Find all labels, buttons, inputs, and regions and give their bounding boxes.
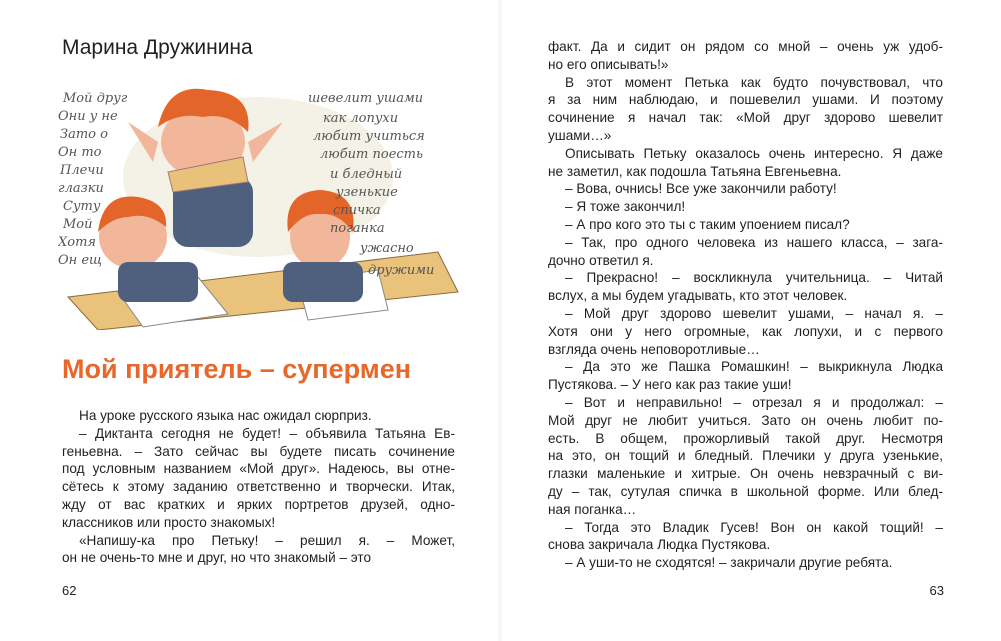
text-line: – Я тоже закончил! [565, 199, 686, 215]
handwriting-text: Они у не [58, 109, 118, 124]
text-line: сётесь к этому заданию ответственно и творчески. Итак, [62, 479, 455, 495]
paragraph [548, 74, 943, 145]
handwriting-text: как лопухи [323, 111, 399, 126]
handwriting-text: Зато о [60, 127, 108, 142]
text-line: классников или просто знакомых! [62, 514, 276, 530]
handwriting-text: Он ещ [58, 253, 103, 268]
text-line: «Напишу-ка про Петьку! – решил я. – Может, [79, 532, 455, 548]
paragraph [548, 145, 943, 181]
paragraph [548, 38, 943, 74]
paragraph [62, 407, 455, 425]
text-line: глазки маленькие и хитрые. Он очень невзрачный с ви- [548, 466, 943, 482]
handwriting-text: шевелит ушами [308, 91, 424, 106]
text-line: не заметил, как подошла Татьяна Евгеньевна. [548, 163, 842, 179]
page-number-right: 63 [929, 583, 944, 598]
handwriting-text: Он то [58, 145, 102, 160]
text-line: сочинение я начал так: «Мой друг здорово шевелит [548, 110, 943, 126]
text-line: я за ним наблюдаю, и пошевелил ушами. И поэтому [548, 92, 943, 108]
text-line: – Тогда это Владик Гусев! Вон он какой тощий! – [565, 519, 943, 535]
paragraph [548, 269, 943, 305]
text-line: На уроке русского языка нас ожидал сюрприз. [79, 408, 372, 423]
text-line: – А уши-то не сходятся! – закричали другие ребята. [565, 555, 893, 571]
author-name: Марина Дружинина [62, 36, 253, 59]
text-line: – Так, про одного человека из нашего класса, – зага- [565, 234, 943, 250]
text-line: Хотя они у него огромные, как лопухи, и с первого [548, 323, 943, 339]
paragraph [62, 425, 455, 532]
text-line: – Вот и неправильно! – отрезал я и продолжал: – [565, 394, 943, 410]
handwriting-text: Суту [63, 199, 101, 214]
handwriting-text: и бледный [330, 167, 403, 182]
paragraph [548, 180, 943, 198]
text-line: ушами…» [548, 127, 612, 143]
paragraph [548, 216, 943, 234]
text-line: под условным названием «Мой друг». Надеюсь, вы отне- [62, 461, 455, 477]
illustration-boys-at-desk [58, 82, 470, 330]
text-line: жду от вас кратких и ярких портретов друзей, одно- [62, 496, 455, 512]
handwriting-text: Хотя [58, 235, 97, 250]
text-line: – Мой друг здорово шевелит ушами, – начал я. – [565, 305, 943, 321]
text-line: – А про кого это ты с таким упоением писал? [565, 216, 850, 232]
text-line: геньевна. – Зато сейчас вы будете писать сочинение [62, 443, 455, 459]
left-text-column [62, 407, 455, 567]
right-page [500, 0, 1001, 641]
text-line: но его описывать!» [548, 56, 669, 72]
handwriting-text: поганка [330, 221, 385, 236]
paragraph [548, 198, 943, 216]
text-line: – Вова, очнись! Все уже закончили работу! [565, 181, 837, 197]
paragraph [548, 554, 943, 572]
paragraph [548, 358, 943, 394]
paragraph [548, 519, 943, 555]
handwriting-text: любит поесть [320, 147, 424, 162]
handwriting-text: Плечи [60, 163, 104, 178]
left-page [0, 0, 500, 641]
text-line: – Диктанта сегодня не будет! – объявила Татьяна Ев- [79, 425, 455, 441]
text-line: снова закричала Людка Пустякова. [548, 537, 771, 553]
paragraph [548, 234, 943, 270]
paragraph [548, 394, 943, 519]
text-line: ная поганка… [548, 501, 637, 517]
text-line: – Прекрасно! – воскликнула учительница. – Читай [565, 270, 943, 286]
handwriting-text: дружими [368, 263, 435, 278]
text-line: Мой друг не любит учиться. Зато он очень любит по- [548, 412, 943, 428]
text-line: Описывать Петьку оказалось очень интересно. Я даже [565, 145, 943, 161]
handwriting-text: Мой [63, 217, 93, 232]
page-number-left: 62 [62, 583, 77, 598]
story-title: Мой приятель – супермен [62, 354, 412, 384]
text-line: вслух, а мы будем угадывать, кто этот человек. [548, 288, 848, 304]
right-text-column [548, 38, 943, 572]
text-line: дочно ответил я. [548, 252, 654, 268]
paragraph [548, 305, 943, 358]
text-line: взгляда очень неповоротливые… [548, 341, 760, 357]
text-line: факт. Да и сидит он рядом со мной – очень уж удоб- [548, 39, 943, 54]
text-line: – Да это же Пашка Ромашкин! – выкрикнула Людка [565, 359, 943, 375]
text-line: он не очень-то мне и друг, но что знакомый – это [62, 550, 372, 566]
text-line: на это, он тощий и бледный. Плечики у друга узенькие, [548, 448, 943, 464]
handwriting-text: узенькие [336, 185, 398, 200]
handwriting-text: Мой друг [63, 91, 128, 106]
text-line: ду – так, сутулая спичка в школьной форме. Или блед- [548, 483, 943, 499]
handwriting-text: ужасно [360, 241, 414, 256]
handwriting-text: спичка [333, 203, 381, 218]
paragraph [62, 532, 455, 568]
text-line: Пустякова. – У него как раз такие уши! [548, 377, 792, 393]
handwriting-text: любит учиться [313, 129, 425, 144]
text-line: есть. В общем, прожорливый такой друг. Несмотря [548, 430, 943, 446]
handwriting-text: глазки [58, 181, 104, 196]
text-line: В этот момент Петька как будто почувствовал, что [565, 74, 943, 90]
